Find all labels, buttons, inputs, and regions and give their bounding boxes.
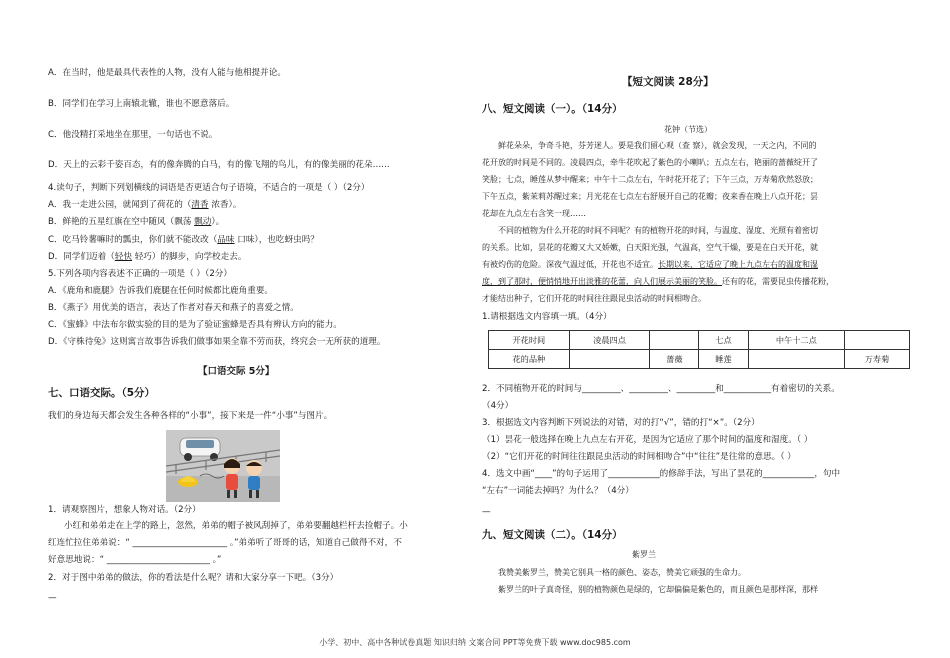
illustration-children-hat <box>166 430 280 502</box>
oral-section-header: 【口语交际 5分】 <box>198 366 275 377</box>
passage-line-10: 才能结出种子，它们开花的时间往往跟昆虫活动的时间相吻合。 <box>482 294 706 303</box>
table-row <box>489 331 910 350</box>
passage-title: 花钟（节选） <box>664 125 712 134</box>
reading-q4: 4．选文中画“____”的句子运用了____________的修辞手法，写出了昙花的____________，句中 <box>482 469 841 479</box>
table-cell-blank[interactable] <box>845 331 910 350</box>
table-cell: 凌晨四点 <box>569 331 650 350</box>
passage-line-7: 的关系。比如，昙花的花瓣又大又娇嫩，白天阳光强，气温高，空气干燥，要是在白天开花，就 <box>482 243 818 252</box>
table-cell: 花的品种 <box>489 350 570 369</box>
passage-line-3: 笑脸；七点，睡莲从梦中醒来；中午十二点左右，午时花开花了；下午三点，万寿菊欣然怒放； <box>482 175 818 184</box>
section-7-para-3: 好意思地说：“ ________________________ 。” <box>48 555 222 565</box>
q5-option-c: C．《蜜蜂》中法布尔做实验的目的是为了验证蜜蜂是否具有辨认方向的能力。 <box>48 320 342 330</box>
passage-line-6: 不同的植物为什么开花的时间不同呢？有的植物开花的时间，与温度、湿度、光照有着密切 <box>498 226 818 235</box>
q4-stem: 4.读句子，判断下列划横线的词语是否更适合句子语境，不适合的一项是（ ）（2分） <box>48 183 370 193</box>
table-cell: 万寿菊 <box>845 350 910 369</box>
reading-section-header: 【短文阅读 28分】 <box>622 76 714 88</box>
page-footer: 小学、初中、高中各种试卷真题 知识归纳 文案合同 PPT等免费下载 www.doc985.com <box>319 638 631 647</box>
reading-q1: 1.请根据选文内容填一填。（4分） <box>482 312 612 322</box>
section-9-subtitle: 紫罗兰 <box>632 550 656 559</box>
section-7-intro: 我们的身边每天都会发生各种各样的“小事”，接下来是一件“小事”与图片。 <box>48 411 333 421</box>
answer-line: — <box>482 507 491 517</box>
q4-option-c: C．吃马铃薯嘛时的瓢虫，你们就不能改改（品味 口味），也吃蚜虫吗？ <box>48 235 319 245</box>
section-9-line-1: 我赞美紫罗兰，赞美它别具一格的颜色、姿态，赞美它顽强的生命力。 <box>498 568 746 577</box>
q3-option-d: D．天上的云彩千姿百态，有的像奔腾的白马，有的像飞翔的鸟儿，有的像美丽的花朵…… <box>48 160 390 170</box>
q4-option-b: B．鲜艳的五星红旗在空中随风（飘荡 飘动）。 <box>48 217 225 227</box>
q4-option-a: A．我一走进公园，就闻到了荷花的（清香 浓香）。 <box>48 200 242 210</box>
q3-option-c: C．他没精打采地坐在那里，一句话也不说。 <box>48 130 218 140</box>
passage-line-2: 花开放的时间是不同的。凌晨四点，牵牛花吹起了紫色的小喇叭；五点左右，艳丽的蔷薇绽开了 <box>482 158 818 167</box>
reading-q4-b: “左右”一词能去掉吗？为什么？（4分） <box>482 486 634 496</box>
q3-option-a: A．在当时，他是最具代表性的人物，没有人能与他相提并论。 <box>48 68 286 78</box>
table-cell-blank[interactable] <box>569 350 650 369</box>
table-cell-blank[interactable] <box>748 350 845 369</box>
table-cell: 蔷薇 <box>650 350 699 369</box>
reading-q3-item-1: （1）昙花一般选择在晚上九点左右开花，是因为它适应了那个时间的温度和湿度。（ ） <box>482 435 813 445</box>
passage-line-1: 鲜花朵朵，争奇斗艳，芬芳迷人。要是我们留心观（查 察），就会发现，一天之内，不同的 <box>498 141 817 150</box>
section-9-line-2: 紫罗兰的叶子真奇怪，别的植物颜色是绿的，它却偏偏是紫色的，而且颜色是那样深，那样 <box>498 585 818 594</box>
passage-line-4: 下午五点，紫茉莉苏醒过来；月光花在七点左右舒展开自己的花瓣；夜来香在晚上八点开花；昙 <box>482 192 818 201</box>
reading-q3-item-2: （2）“它们开花的时间往往跟昆虫活动的时间相吻合”中“往往”是往常的意思。（ ） <box>482 452 796 462</box>
section-8-title: 八、短文阅读（一）。（14分） <box>482 103 623 115</box>
q4-option-d: D．同学们迈着（轻快 轻巧）的脚步，向学校走去。 <box>48 252 247 262</box>
fill-in-table <box>488 330 910 369</box>
reading-q3: 3．根据选文内容判断下列说法的对错，对的打“√”，错的打“×”。（2分） <box>482 418 760 428</box>
section-7-q1: 1．请观察图片，想象人物对话。（2分） <box>48 505 201 515</box>
section-7-para-2: 红连忙拉住弟弟说：“ ______________________ 。”弟弟听了哥哥的话，知道自己做得不对，不 <box>48 538 402 548</box>
section-9-title: 九、短文阅读（二）。（14分） <box>482 529 623 541</box>
q5-option-b: B．《燕子》用优美的语言，表达了作者对春天和燕子的喜爱之情。 <box>48 303 299 313</box>
section-7-para-1: 小红和弟弟走在上学的路上，忽然，弟弟的帽子被风刮掉了，弟弟要翻越栏杆去捡帽子。小 <box>64 521 408 531</box>
passage-line-5: 花却在九点左右含笑一现…… <box>482 209 586 218</box>
passage-line-9: 度，到了那时，便悄悄地开出淡雅的花蕾，向人们展示美丽的笑脸。还有的花，需要昆虫传播花粉， <box>482 277 834 286</box>
table-cell: 睡莲 <box>699 350 748 369</box>
reading-q2-points: （4分） <box>482 401 514 411</box>
q3-option-b: B．同学们在学习上南辕北辙，谁也不愿意落后。 <box>48 99 235 109</box>
answer-line: — <box>48 593 57 603</box>
passage-line-8: 有被灼伤的危险。深夜气温过低，开花也不适宜。长期以来，它适应了晚上九点左右的温度和湿 <box>482 260 818 269</box>
table-cell: 中午十二点 <box>748 331 845 350</box>
table-row <box>489 350 910 369</box>
q5-stem: 5.下列各项内容表述不正确的一项是（ ）（2分） <box>48 269 232 279</box>
section-7-title: 七、口语交际。（5分） <box>48 387 156 399</box>
q5-option-a: A．《鹿角和鹿腿》告诉我们鹿腿在任何时候都比鹿角重要。 <box>48 286 274 296</box>
q5-option-d: D．《守株待兔》这则寓言故事告诉我们做事如果全靠不劳而获，终究会一无所获的道理。 <box>48 337 386 347</box>
reading-q2: 2．不同植物开花的时间与_________、_________、_________和___________有着密切的关系。 <box>482 384 840 394</box>
section-7-q2: 2．对于图中弟弟的做法，你的看法是什么呢？请和大家分享一下吧。（3分） <box>48 573 339 583</box>
table-cell: 开花时间 <box>489 331 570 350</box>
table-cell-blank[interactable] <box>650 331 699 350</box>
table-cell: 七点 <box>699 331 748 350</box>
